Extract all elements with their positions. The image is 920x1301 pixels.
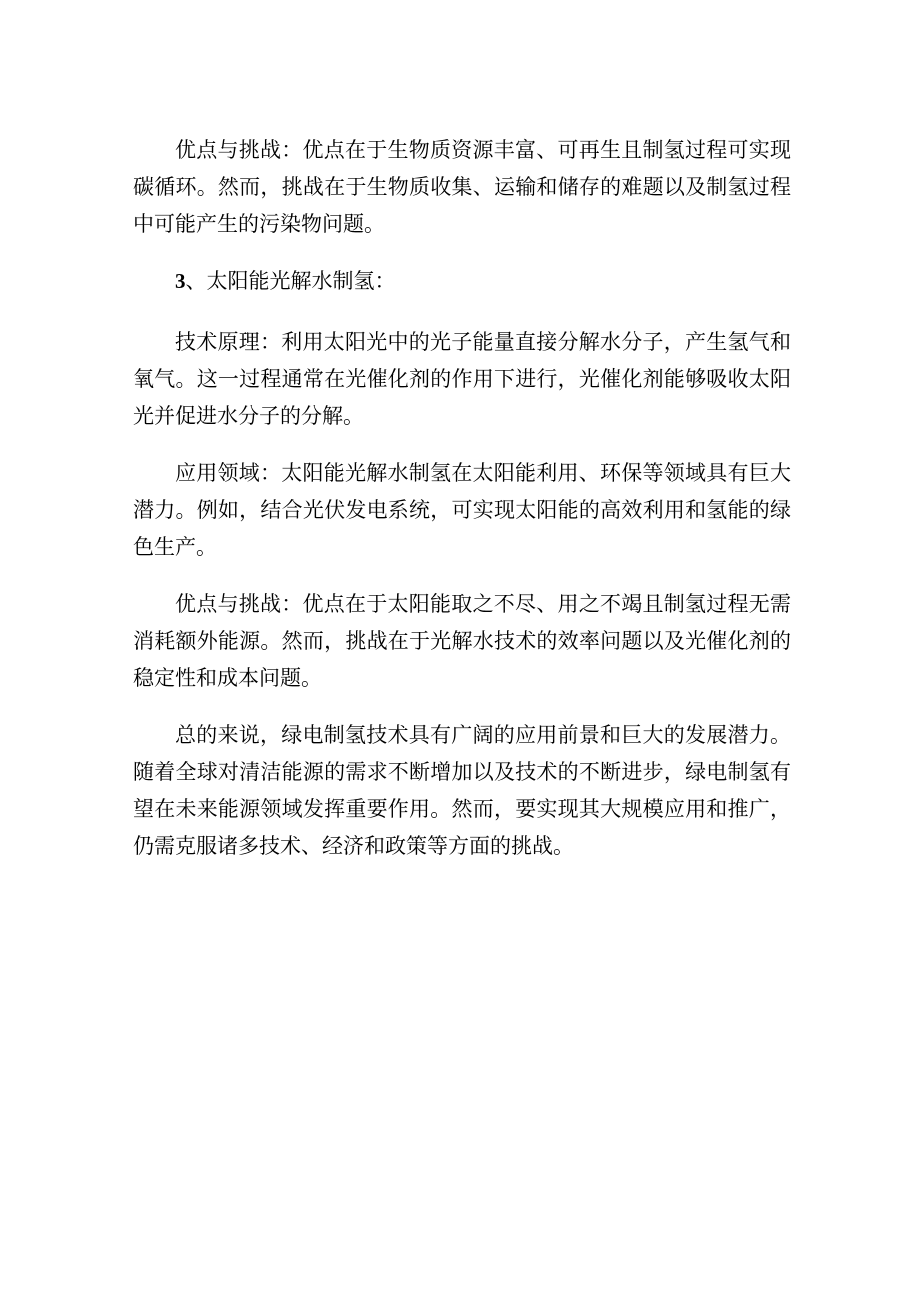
section-heading-text: 、太阳能光解水制氢： [185,269,396,293]
paragraph-conclusion: 总的来说，绿电制氢技术具有广阔的应用前景和巨大的发展潜力。随着全球对清洁能源的需求不断增加以及技术的不断进步，绿电制氢有望在未来能源领域发挥重要作用。然而，要实现其大规模应用和推广，仍需克服诸多技术、经济和政策等方面的挑战。 [133,723,791,858]
paragraph-solar-pros-cons: 优点与挑战：优点在于太阳能取之不尽、用之不竭且制氢过程无需消耗额外能源。然而，挑战在于光解水技术的效率问题以及光催化剂的稳定性和成本问题。 [133,592,791,690]
section-heading-solar-photolysis [133,263,791,300]
paragraph-application-fields: 应用领域：太阳能光解水制氢在太阳能利用、环保等领域具有巨大潜力。例如，结合光伏发电系统，可实现太阳能的高效利用和氢能的绿色生产。 [133,461,791,559]
paragraph-biomass-pros-cons: 优点与挑战：优点在于生物质资源丰富、可再生且制氢过程可实现碳循环。然而，挑战在于生物质收集、运输和储存的难题以及制氢过程中可能产生的污染物问题。 [133,138,791,236]
section-number: 3 [175,269,186,293]
document-body [133,132,791,885]
paragraph-technical-principle: 技术原理：利用太阳光中的光子能量直接分解水分子，产生氢气和氧气。这一过程通常在光催化剂的作用下进行，光催化剂能够吸收太阳光并促进水分子的分解。 [133,330,791,428]
